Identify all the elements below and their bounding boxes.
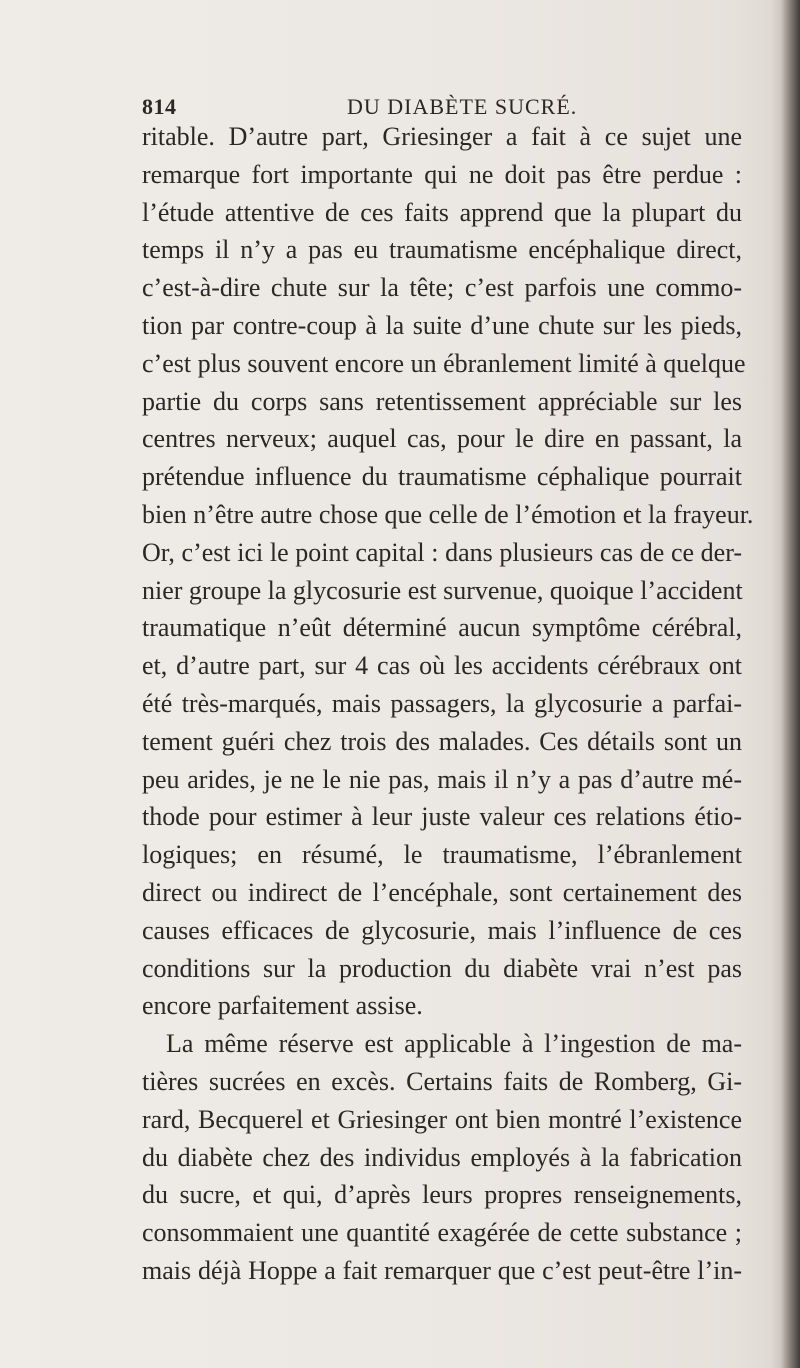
text-line: l’étude attentive de ces faits apprend que la plupart du <box>142 197 742 227</box>
page-edge-shadow <box>770 0 800 1368</box>
text-line: traumatique n’eût déterminé aucun symptôme cérébral, <box>142 613 742 643</box>
text-line: tion par contre-coup à la suite d’une chute sur les pieds, <box>142 310 742 340</box>
text-line: direct ou indirect de l’encéphale, sont certainement des <box>142 877 742 907</box>
text-line: logiques; en résumé, le traumatisme, l’ébranlement <box>142 840 742 870</box>
text-line: Or, c’est ici le point capital : dans plusieurs cas de ce der- <box>142 537 742 567</box>
page-number: 814 <box>142 94 177 119</box>
text-line: nier groupe la glycosurie est survenue, quoique l’accident <box>142 575 743 605</box>
text-line: ritable. D’autre part, Griesinger a fait à ce sujet une <box>142 122 742 151</box>
text-line: centres nerveux; auquel cas, pour le dire en passant, la <box>142 424 742 454</box>
text-line: remarque fort importante qui ne doit pas être perdue : <box>142 159 742 189</box>
text-line: et, d’autre part, sur 4 cas où les accidents cérébraux ont <box>142 651 742 681</box>
text-line: consommaient une quantité exagérée de cette substance ; <box>142 1218 742 1248</box>
body-text <box>142 118 754 1290</box>
text-line: thode pour estimer à leur juste valeur ces relations étio- <box>142 802 742 832</box>
paragraph-end-line: encore parfaitement assise. <box>142 991 423 1021</box>
text-line: rard, Becquerel et Griesinger ont bien montré l’existence <box>142 1104 742 1134</box>
text-line: tières sucrées en excès. Certains faits de Romberg, Gi- <box>142 1066 742 1096</box>
text-line: mais déjà Hoppe a fait remarquer que c’est peut-être l’in- <box>142 1255 742 1285</box>
paragraph-start-line: La même réserve est applicable à l’ingestion de ma- <box>166 1029 742 1059</box>
text-line: c’est-à-dire chute sur la tête; c’est parfois une commo- <box>142 273 742 303</box>
text-line: été très-marqués, mais passagers, la glycosurie a parfai- <box>142 688 742 718</box>
text-line: conditions sur la production du diabète vrai n’est pas <box>142 953 742 983</box>
text-line: partie du corps sans retentissement appréciable sur les <box>142 386 742 416</box>
running-title: DU DIABÈTE SUCRÉ. <box>347 94 578 119</box>
text-line: causes efficaces de glycosurie, mais l’influence de ces <box>142 915 742 945</box>
text-line: du diabète chez des individus employés à la fabrication <box>142 1142 742 1172</box>
text-line: temps il n’y a pas eu traumatisme encéphalique direct, <box>142 235 742 265</box>
text-line: peu arides, je ne le nie pas, mais il n’y a pas d’autre mé- <box>142 764 742 794</box>
text-line: bien n’être autre chose que celle de l’émotion et la frayeur. <box>142 499 754 529</box>
text-line: prétendue influence du traumatisme céphalique pourrait <box>142 462 742 492</box>
text-line: du sucre, et qui, d’après leurs propres renseignements, <box>142 1180 742 1210</box>
text-line: c’est plus souvent encore un ébranlement limité à quelque <box>142 348 746 378</box>
text-line: tement guéri chez trois des malades. Ces détails sont un <box>142 726 742 756</box>
